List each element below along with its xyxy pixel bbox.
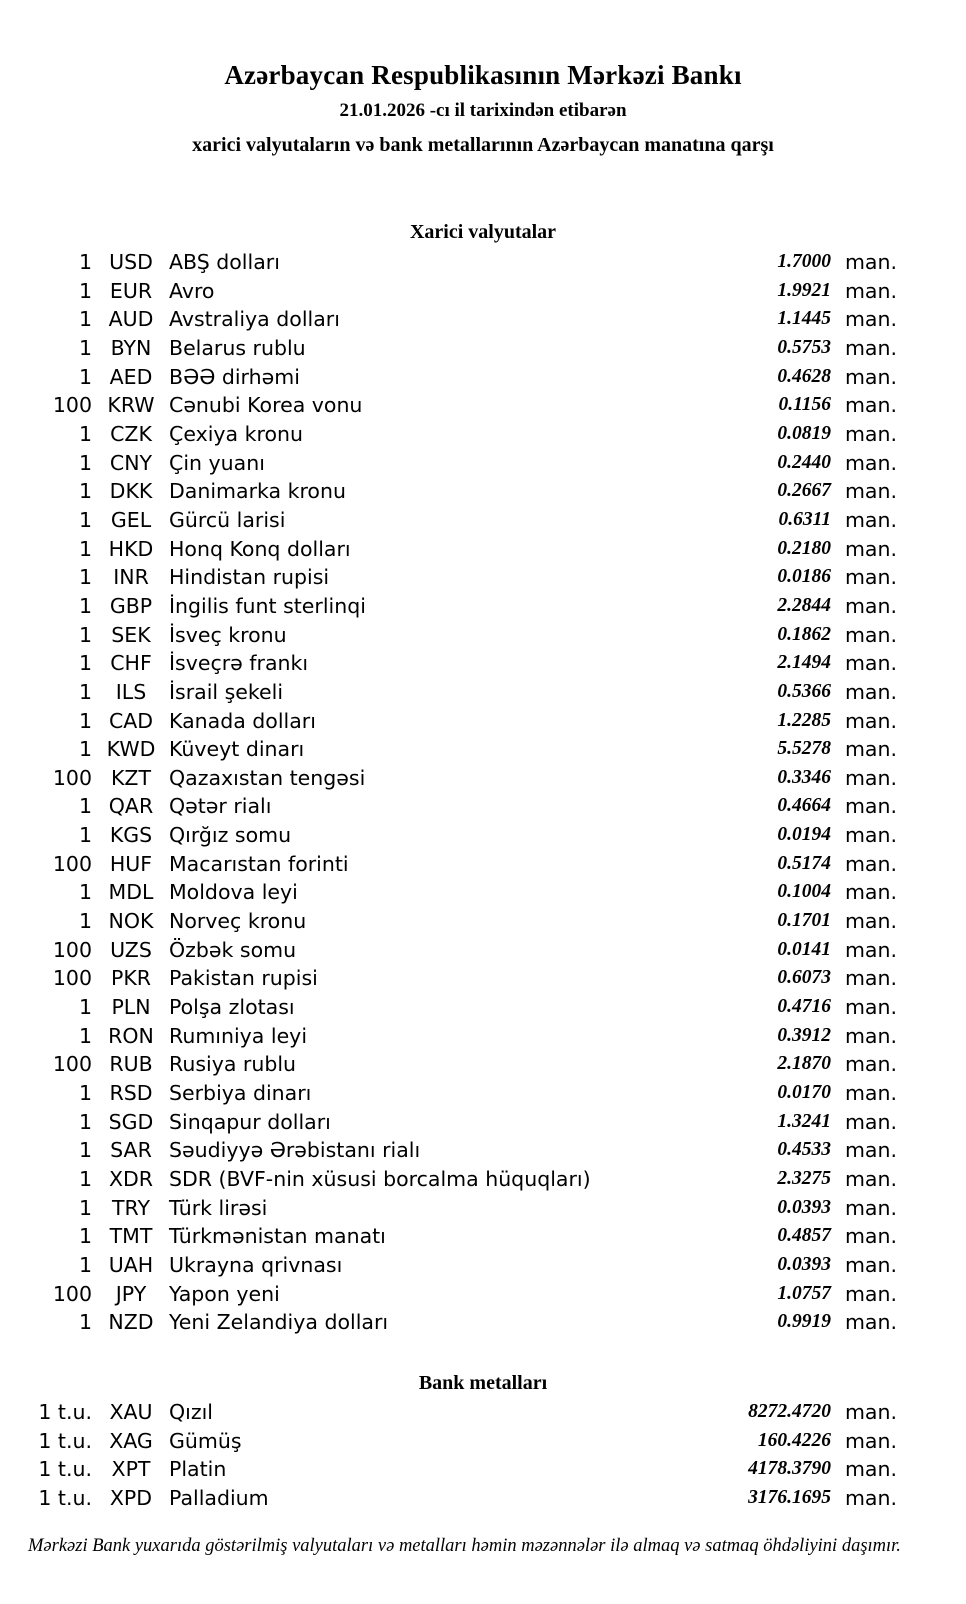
metal-code-cell: XPT: [111, 1457, 151, 1482]
currencies-table: [0, 248, 966, 1337]
quantity-cell: 1: [78, 1081, 92, 1106]
unit-cell: man.: [844, 479, 897, 504]
metal-name-cell: Palladium: [169, 1485, 269, 1510]
currency-code-cell: RSD: [109, 1081, 153, 1106]
currency-code-cell: CAD: [108, 708, 154, 733]
page-subtitle: xarici valyutaların və bank metallarının Azərbaycan manatına qarşı: [192, 134, 774, 156]
unit-cell: man.: [844, 450, 897, 475]
quantity-cell: 1: [78, 651, 92, 676]
quantity-cell: 100: [52, 851, 92, 876]
rate-cell: 1.7000: [777, 251, 831, 272]
currency-code-cell: CNY: [109, 450, 153, 475]
currency-code-cell: SGD: [108, 1109, 154, 1134]
metal-code-cell: XAG: [109, 1428, 153, 1453]
currency-code-cell: CHF: [110, 651, 152, 676]
currency-name-cell: Qazaxıstan tengəsi: [169, 765, 366, 790]
currency-code-cell: PLN: [111, 995, 151, 1020]
rate-cell: 0.0170: [777, 1082, 831, 1104]
currencies-section-heading: Xarici valyutalar: [409, 221, 557, 243]
currency-name-cell: ABŞ dolları: [169, 250, 280, 274]
rate-cell: 0.9919: [777, 1311, 831, 1333]
currency-row: [0, 391, 966, 420]
metal-code-cell: XAU: [109, 1400, 153, 1424]
unit-cell: man.: [844, 335, 897, 360]
currency-name-cell: İsveç kronu: [169, 622, 287, 647]
quantity-cell: 1: [78, 1109, 92, 1134]
currency-row: [0, 563, 966, 592]
unit-cell: man.: [844, 1224, 897, 1249]
unit-cell: man.: [844, 393, 897, 418]
currency-row: [0, 535, 966, 564]
currency-name-cell: Macarıstan forinti: [169, 851, 349, 876]
currency-row: [0, 1251, 966, 1280]
currency-row: [0, 305, 966, 334]
unit-cell: man.: [844, 1195, 897, 1220]
currency-code-cell: KWD: [106, 737, 156, 762]
unit-cell: man.: [844, 794, 897, 819]
unit-cell: man.: [844, 679, 897, 704]
rate-cell: 0.1701: [777, 910, 831, 932]
rate-cell: 0.1862: [777, 623, 831, 645]
currency-row: [0, 1108, 966, 1137]
rate-cell: 2.2844: [777, 594, 831, 616]
unit-cell: man.: [844, 1052, 897, 1077]
currency-row: [0, 592, 966, 621]
currency-name-cell: İsveçrə frankı: [169, 651, 309, 676]
currency-row: [0, 363, 966, 392]
quantity-cell: 1: [78, 364, 92, 389]
currency-name-cell: Küveyt dinarı: [169, 737, 305, 762]
currency-name-cell: Rumıniya leyi: [169, 1023, 308, 1048]
currency-code-cell: JPY: [115, 1281, 147, 1306]
currency-name-cell: Danimarka kronu: [169, 479, 346, 504]
quantity-cell: 1: [78, 507, 92, 532]
currency-row: [0, 964, 966, 993]
currency-name-cell: Pakistan rupisi: [169, 966, 318, 991]
currency-code-cell: DKK: [109, 479, 153, 504]
unit-cell: man.: [844, 937, 897, 962]
rate-cell: 0.1156: [778, 394, 831, 416]
metal-row: [0, 1398, 966, 1427]
currency-row: [0, 1136, 966, 1165]
unit-cell: man.: [844, 1310, 897, 1335]
unit-cell: man.: [844, 421, 897, 446]
quantity-cell: 1: [78, 278, 92, 303]
rate-cell: 1.1445: [777, 308, 831, 330]
unit-cell: man.: [844, 823, 897, 848]
quantity-cell: 1: [78, 1310, 92, 1335]
currency-name-cell: Polşa zlotası: [169, 995, 295, 1020]
quantity-cell: 100: [52, 1281, 92, 1306]
rate-cell: 1.0757: [777, 1282, 831, 1304]
currency-name-cell: Honq Konq dolları: [169, 536, 351, 561]
unit-cell: man.: [844, 1138, 897, 1163]
quantity-cell: 1: [78, 536, 92, 561]
rate-cell: 8272.4720: [748, 1401, 831, 1422]
currency-row: [0, 277, 966, 306]
rate-cell: 0.6311: [778, 508, 831, 530]
currency-name-cell: Qırğız somu: [169, 823, 292, 848]
metal-code-cell: XPD: [109, 1485, 153, 1510]
currency-name-cell: Cənubi Korea vonu: [169, 393, 363, 418]
currency-code-cell: TMT: [109, 1224, 153, 1249]
currency-name-cell: Avro: [169, 278, 215, 303]
currency-row: [0, 1022, 966, 1051]
rate-cell: 0.0819: [777, 422, 831, 444]
currency-row: [0, 678, 966, 707]
rate-cell: 1.2285: [777, 709, 831, 731]
currency-name-cell: Yapon yeni: [169, 1281, 280, 1306]
metal-row: [0, 1484, 966, 1513]
quantity-cell: 1: [78, 622, 92, 647]
unit-cell: man.: [844, 364, 897, 389]
currency-name-cell: Moldova leyi: [169, 880, 298, 905]
currency-code-cell: KRW: [107, 393, 155, 418]
unit-cell: man.: [844, 307, 897, 332]
currency-name-cell: Çin yuanı: [169, 450, 265, 475]
rate-cell: 0.0393: [777, 1196, 831, 1218]
currency-code-cell: RON: [108, 1023, 154, 1048]
quantity-cell: 1: [78, 1252, 92, 1277]
currency-code-cell: PKR: [110, 966, 152, 991]
currency-name-cell: Kanada dolları: [169, 708, 316, 733]
currency-name-cell: Gürcü larisi: [169, 507, 286, 532]
currency-code-cell: TRY: [112, 1195, 150, 1220]
unit-cell: man.: [844, 1023, 897, 1048]
currency-name-cell: Hindistan rupisi: [169, 565, 330, 590]
unit-cell: man.: [844, 1252, 897, 1277]
rate-cell: 1.9921: [777, 279, 831, 301]
rate-cell: 5.5278: [777, 738, 831, 760]
currency-name-cell: Belarus rublu: [169, 335, 306, 360]
quantity-cell: 100: [52, 937, 92, 962]
currency-name-cell: Türkmənistan manatı: [169, 1224, 386, 1249]
currency-row: [0, 1079, 966, 1108]
currency-name-cell: SDR (BVF-nin xüsusi borcalma hüquqları): [169, 1167, 591, 1191]
unit-cell: man.: [844, 651, 897, 676]
currency-row: [0, 936, 966, 965]
quantity-cell: 1: [78, 421, 92, 446]
unit-cell: man.: [844, 851, 897, 876]
quantity-cell: 100: [52, 966, 92, 991]
effective-date-line: 21.01.2026 -cı il tarixindən etibarən: [339, 100, 627, 121]
unit-cell: man.: [844, 880, 897, 905]
quantity-cell: 1: [78, 679, 92, 704]
rate-cell: 0.6073: [777, 967, 831, 989]
currency-code-cell: AED: [109, 364, 153, 389]
unit-cell: man.: [844, 1428, 897, 1453]
unit-cell: man.: [844, 1400, 897, 1424]
rate-cell: 0.2440: [777, 451, 831, 473]
quantity-cell: 100: [52, 393, 92, 418]
unit-cell: man.: [844, 622, 897, 647]
unit-cell: man.: [844, 1167, 897, 1191]
rate-cell: 0.0186: [777, 566, 831, 588]
rate-cell: 0.3346: [777, 766, 831, 788]
currency-row: [0, 248, 966, 277]
bank-title: Azərbaycan Respublikasının Mərkəzi Bankı: [224, 60, 742, 90]
currency-code-cell: SEK: [111, 622, 151, 647]
rate-cell: 0.4716: [777, 996, 831, 1018]
currency-row: [0, 477, 966, 506]
currency-row: [0, 334, 966, 363]
currency-name-cell: Yeni Zelandiya dolları: [169, 1310, 389, 1335]
quantity-cell: 1: [78, 823, 92, 848]
currency-code-cell: KZT: [110, 765, 151, 790]
currency-row: [0, 993, 966, 1022]
quantity-cell: 1: [78, 479, 92, 504]
currency-code-cell: BYN: [110, 335, 152, 360]
currency-row: [0, 792, 966, 821]
unit-cell: man.: [844, 250, 897, 274]
rate-cell: 2.3275: [777, 1168, 831, 1189]
unit-cell: man.: [844, 1457, 897, 1482]
quantity-cell: 1: [78, 450, 92, 475]
unit-cell: man.: [844, 536, 897, 561]
currency-code-cell: CZK: [110, 421, 152, 446]
quantity-cell: 1: [78, 250, 92, 274]
unit-cell: man.: [844, 966, 897, 991]
quantity-cell: 1: [78, 708, 92, 733]
rate-cell: 2.1494: [777, 652, 831, 674]
currency-code-cell: USD: [109, 250, 153, 274]
unit-cell: man.: [844, 765, 897, 790]
currency-code-cell: GBP: [109, 593, 153, 618]
rate-cell: 0.5174: [777, 852, 831, 874]
currency-name-cell: Rusiya rublu: [169, 1052, 297, 1077]
unit-cell: man.: [844, 565, 897, 590]
rate-cell: 160.4226: [757, 1429, 831, 1451]
currency-row: [0, 821, 966, 850]
currency-row: [0, 1308, 966, 1337]
quantity-cell: 1: [78, 794, 92, 819]
unit-cell: man.: [844, 737, 897, 762]
quantity-cell: 1: [78, 1167, 92, 1191]
unit-cell: man.: [844, 1281, 897, 1306]
currency-code-cell: SAR: [110, 1138, 152, 1163]
quantity-cell: 1: [78, 307, 92, 332]
currency-row: [0, 1165, 966, 1194]
currency-row: [0, 649, 966, 678]
currency-name-cell: İsrail şekeli: [169, 679, 284, 704]
currency-name-cell: Avstraliya dolları: [169, 307, 340, 332]
currency-code-cell: ILS: [115, 679, 147, 704]
rate-cell: 0.4857: [777, 1225, 831, 1247]
quantity-cell: 1 t.u.: [38, 1485, 92, 1510]
unit-cell: man.: [844, 1485, 897, 1510]
disclaimer-note: Mərkəzi Bank yuxarıda göstərilmiş valyutaları və metalları həmin məzənnələr ilə almaq və satmaq öhdəliyini daşımır.: [28, 1536, 901, 1556]
rate-cell: 0.2180: [777, 537, 831, 559]
currency-row: [0, 878, 966, 907]
quantity-cell: 1: [78, 1224, 92, 1249]
metals-table: [0, 1398, 966, 1513]
currency-row: [0, 621, 966, 650]
quantity-cell: 1 t.u.: [38, 1428, 92, 1453]
rate-cell: 0.1004: [777, 881, 831, 903]
currency-row: [0, 449, 966, 478]
currency-name-cell: Norveç kronu: [169, 909, 307, 934]
currency-code-cell: NZD: [108, 1310, 154, 1335]
currency-code-cell: GEL: [110, 507, 152, 532]
metal-name-cell: Platin: [169, 1457, 227, 1482]
rate-cell: 0.3912: [777, 1024, 831, 1046]
currency-name-cell: İngilis funt sterlinqi: [169, 593, 366, 618]
currency-code-cell: EUR: [109, 278, 153, 303]
quantity-cell: 1: [78, 909, 92, 934]
rate-cell: 0.5366: [777, 680, 831, 702]
metal-row: [0, 1455, 966, 1484]
unit-cell: man.: [844, 278, 897, 303]
currency-row: [0, 1194, 966, 1223]
currency-row: [0, 1222, 966, 1251]
currency-code-cell: XDR: [108, 1167, 154, 1191]
currency-name-cell: Çexiya kronu: [169, 421, 303, 446]
rate-cell: 0.4628: [777, 365, 831, 387]
currency-code-cell: INR: [113, 565, 149, 590]
unit-cell: man.: [844, 1081, 897, 1106]
currency-code-cell: NOK: [108, 909, 154, 934]
currency-code-cell: KGS: [109, 823, 153, 848]
currency-name-cell: Özbək somu: [169, 937, 297, 962]
rate-cell: 4178.3790: [748, 1458, 831, 1480]
metal-name-cell: Qızıl: [169, 1400, 213, 1424]
metal-name-cell: Gümüş: [169, 1428, 242, 1453]
currency-row: [0, 506, 966, 535]
metal-row: [0, 1427, 966, 1456]
currency-row: [0, 735, 966, 764]
quantity-cell: 1: [78, 335, 92, 360]
rate-cell: 0.0141: [777, 938, 831, 960]
quantity-cell: 1: [78, 593, 92, 618]
unit-cell: man.: [844, 708, 897, 733]
unit-cell: man.: [844, 507, 897, 532]
currency-name-cell: Ukrayna qrivnası: [169, 1252, 343, 1277]
currency-code-cell: UAH: [108, 1252, 154, 1277]
metals-section-heading: Bank metalları: [418, 1372, 548, 1394]
rate-cell: 0.4533: [777, 1139, 831, 1161]
currency-code-cell: UZS: [110, 937, 152, 962]
currency-code-cell: QAR: [108, 794, 154, 819]
quantity-cell: 1 t.u.: [38, 1457, 92, 1482]
currency-row: [0, 420, 966, 449]
currency-row: [0, 850, 966, 879]
currency-name-cell: Səudiyyə Ərəbistanı rialı: [169, 1138, 421, 1163]
currency-row: [0, 907, 966, 936]
quantity-cell: 1: [78, 1023, 92, 1048]
unit-cell: man.: [844, 1109, 897, 1134]
currency-code-cell: MDL: [108, 880, 154, 905]
unit-cell: man.: [844, 995, 897, 1020]
rate-cell: 2.1870: [777, 1053, 831, 1075]
currency-name-cell: Türk lirəsi: [169, 1195, 268, 1220]
currency-name-cell: Sinqapur dolları: [169, 1109, 331, 1134]
currency-row: [0, 1280, 966, 1309]
quantity-cell: 1 t.u.: [38, 1400, 92, 1424]
quantity-cell: 1: [78, 1138, 92, 1163]
currency-code-cell: AUD: [108, 307, 154, 332]
currency-code-cell: RUB: [109, 1052, 153, 1077]
currency-row: [0, 707, 966, 736]
rate-cell: 0.0194: [777, 824, 831, 846]
currency-row: [0, 764, 966, 793]
quantity-cell: 100: [52, 765, 92, 790]
rate-cell: 3176.1695: [748, 1486, 831, 1508]
unit-cell: man.: [844, 593, 897, 618]
quantity-cell: 1: [78, 880, 92, 905]
quantity-cell: 1: [78, 737, 92, 762]
rate-cell: 0.2667: [777, 480, 831, 502]
currency-code-cell: HKD: [108, 536, 154, 561]
rate-cell: 1.3241: [777, 1110, 831, 1132]
rate-cell: 0.5753: [777, 336, 831, 358]
currency-name-cell: BƏƏ dirhəmi: [169, 364, 300, 389]
rate-cell: 0.0393: [777, 1253, 831, 1275]
currency-code-cell: HUF: [109, 851, 153, 876]
quantity-cell: 1: [78, 1195, 92, 1220]
currency-name-cell: Qətər rialı: [169, 794, 272, 819]
quantity-cell: 1: [78, 995, 92, 1020]
quantity-cell: 1: [78, 565, 92, 590]
unit-cell: man.: [844, 909, 897, 934]
rate-cell: 0.4664: [777, 795, 831, 817]
currency-name-cell: Serbiya dinarı: [169, 1081, 312, 1106]
quantity-cell: 100: [52, 1052, 92, 1077]
currency-row: [0, 1050, 966, 1079]
